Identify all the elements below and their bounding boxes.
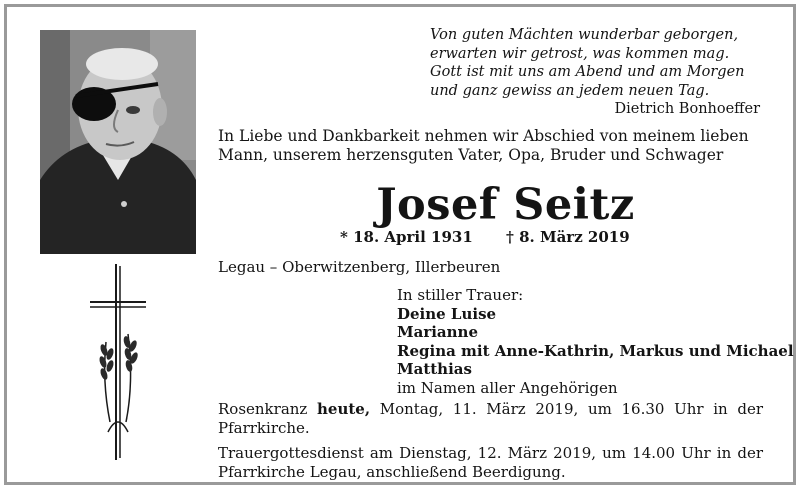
rosary-details: Montag, 11. März 2019, um 16.30 Uhr in der Pfarrkirche. <box>218 400 763 437</box>
funeral-info: Trauergottesdienst am Dienstag, 12. März 2019, um 14.00 Uhr in der Pfarrkirche Legau, anschließend Beerdigung. <box>218 444 763 481</box>
rosary-info <box>218 400 763 438</box>
verse-line: erwarten wir getrost, was kommen mag. <box>430 45 730 62</box>
life-dates <box>340 228 630 246</box>
rosary-today: heute, <box>317 400 371 418</box>
farewell-line-1: In Liebe und Dankbarkeit nehmen wir Abschied von meinem lieben <box>218 127 749 145</box>
mourner-name: Deine Luise <box>397 304 497 323</box>
death-date: † 8. März 2019 <box>506 228 630 246</box>
deceased-name: Josef Seitz <box>376 180 635 230</box>
bible-verse <box>430 26 760 119</box>
verse-line: und ganz gewiss an jedem neuen Tag. <box>430 82 710 99</box>
portrait-image <box>40 30 196 254</box>
verse-author: Dietrich Bonhoeffer <box>614 101 760 117</box>
cross-wheat-icon <box>82 262 152 462</box>
farewell-text <box>218 127 763 165</box>
hometown: Legau – Oberwitzenberg, Illerbeuren <box>218 258 501 276</box>
mourner-name: Matthias <box>397 360 472 378</box>
cross-with-wheat <box>82 262 152 462</box>
service-details <box>218 400 763 482</box>
mourners-intro: In stiller Trauer: <box>397 286 524 304</box>
mourners-block <box>397 286 794 397</box>
mourners-closing: im Namen aller Angehörigen <box>397 378 618 397</box>
portrait-photo <box>40 30 196 254</box>
farewell-line-2: Mann, unserem herzensguten Vater, Opa, Bruder und Schwager <box>218 146 724 164</box>
mourner-name: Regina mit Anne-Kathrin, Markus und Michael <box>397 341 794 360</box>
verse-line: Von guten Mächten wunderbar geborgen, <box>430 27 739 43</box>
verse-line: Gott ist mit uns am Abend und am Morgen <box>430 64 745 80</box>
rosary-label: Rosenkranz <box>218 400 308 418</box>
mourner-name: Marianne <box>397 323 478 341</box>
birth-date: * 18. April 1931 <box>340 228 473 246</box>
